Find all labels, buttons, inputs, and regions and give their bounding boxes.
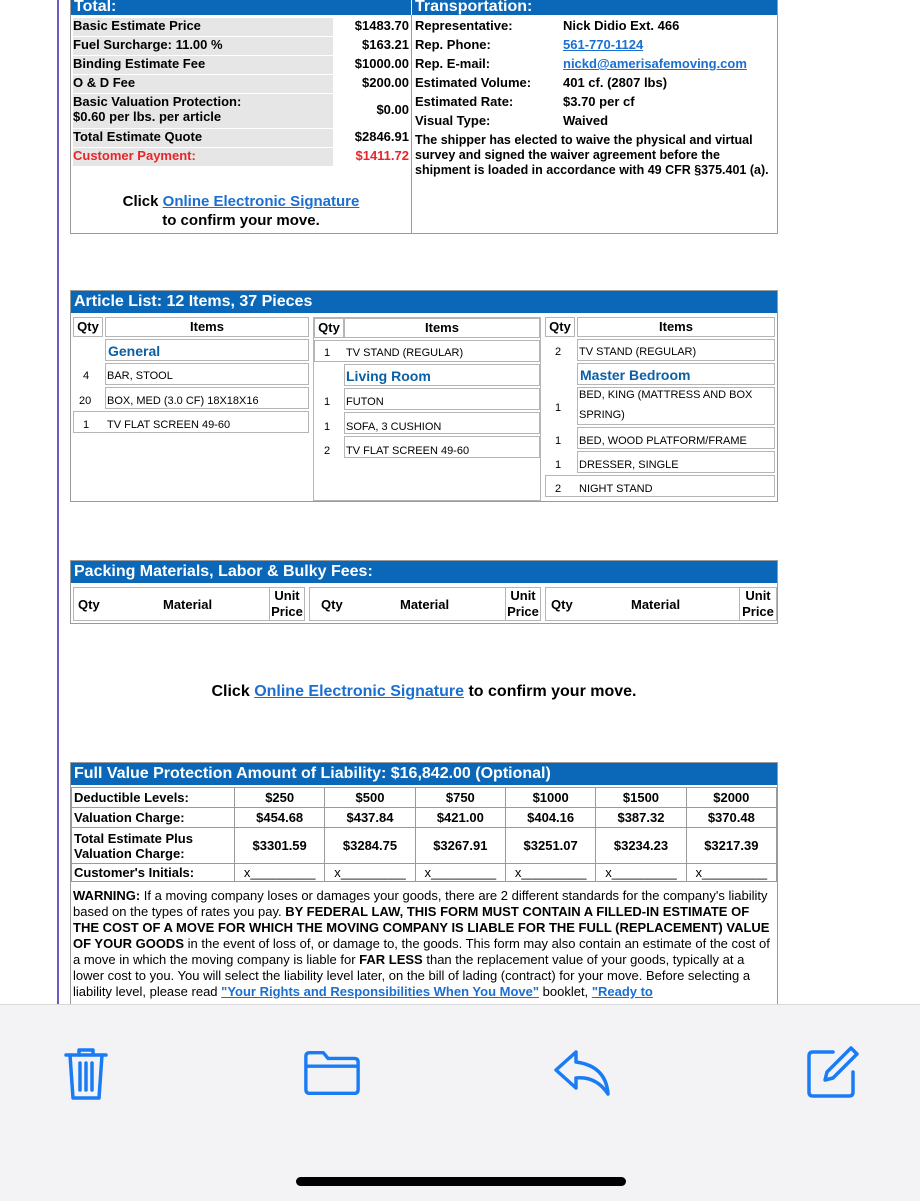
article-list-box bbox=[70, 290, 778, 502]
trash-icon bbox=[58, 1043, 114, 1103]
rights-booklet-link[interactable]: "Your Rights and Responsibilities When You Move" bbox=[221, 984, 540, 999]
reply-button[interactable] bbox=[552, 1043, 612, 1103]
initial-field[interactable]: x_________ bbox=[415, 864, 505, 882]
article-column-3: Qty Items 2 TV STAND (REGULAR) Master Bedroom 1 BED, KING (MATTRESS AND BOX SPRING) 1 BED, WOOD PLATFORM/FRAME 1 DRESSER, SINGLE 2 NIGHT STAND bbox=[545, 317, 777, 501]
signature-prompt-middle: Click Online Electronic Signature to confirm your move. bbox=[211, 683, 637, 700]
list-item: BOX, MED (3.0 CF) 18X18X16 bbox=[107, 395, 259, 407]
initial-field[interactable]: x_________ bbox=[235, 864, 325, 882]
valuation-row: Valuation Charge: $454.68 $437.84 $421.00 $404.16 $387.32 $370.48 bbox=[72, 808, 777, 828]
home-indicator bbox=[296, 1177, 626, 1186]
fvp-header: Full Value Protection Amount of Liability: $16,842.00 (Optional) bbox=[71, 763, 777, 785]
rep-email-link[interactable]: nickd@amerisafemoving.com bbox=[563, 56, 747, 71]
list-item: DRESSER, SINGLE bbox=[579, 459, 679, 471]
online-signature-link-2[interactable]: Online Electronic Signature bbox=[254, 683, 465, 700]
transport-header: Transportation: bbox=[411, 0, 777, 15]
page-margin-line bbox=[57, 0, 59, 1004]
fvp-table bbox=[71, 787, 777, 882]
estimate-summary-box: Total: Transportation: Basic Estimate Price $1483.70 Fuel Surcharge: 11.00 % $163.21 Binding Estimate Fee $1000.00 O & D Fee $200.00 Basic Valuation Protection: $0.60 per lbs. per article $0.00 Total Estimate Quote $2846.91 Customer Payment: $1411.72 Click Online Electronic Signature to confirm your move. Representative: Nick Didio Ext. 466 Rep. Phone: 561-770-1124 Rep. E-mail: nickd@amerisafemoving.com Estimated Volume: 401 cf. (2807 lbs) Estimated Rate: $3.70 per cf Visual Type: Waived The shipper has elected to waive the physical and virtual survey and signed the waiver agreement before the shipment is loaded in accordance with 49 CFR §375.401 (a). bbox=[70, 0, 778, 234]
online-signature-link[interactable]: Online Electronic Signature bbox=[162, 193, 360, 210]
list-item: TV FLAT SCREEN 49-60 bbox=[107, 419, 231, 431]
signature-prompt-top: Click Online Electronic Signature to confirm your move. bbox=[122, 193, 360, 229]
section-general: General bbox=[108, 343, 161, 359]
reply-icon bbox=[552, 1048, 612, 1098]
initials-row: Customer's Initials: x_________ x_________ x_________ x_________ x_________ x_________ bbox=[72, 864, 777, 882]
compose-icon bbox=[803, 1044, 861, 1102]
initial-field[interactable]: x_________ bbox=[596, 864, 686, 882]
rep-phone-link[interactable]: 561-770-1124 bbox=[563, 37, 644, 52]
list-item: NIGHT STAND bbox=[579, 483, 653, 495]
list-item: TV FLAT SCREEN 49-60 bbox=[346, 445, 470, 457]
warning-text: WARNING: If a moving company loses or damages your goods, there are 2 different standards for the company's liability based on the types of rates you pay. BY FEDERAL LAW, THIS FORM MUST CONTAIN A FILLED-IN ESTIMATE OF THE COST OF A MOVE FOR WHICH THE MOVING COMPANY IS LIABLE FOR THE FULL (REPLACEMENT) VALUE OF YOUR GOODS in the event of loss of, or damage to, the goods. This form may also contain an estimate of the cost of a move in which the moving company is liable for FAR LESS than the replacement value of your goods, typically at a lower cost to you. You will select the liability level later, on the bill of lading (contract) for your move. Before selecting a liability level, please read "Your Rights and Responsibilities When You Move" booklet, "Ready to bbox=[73, 888, 770, 999]
article-list-header: Article List: 12 Items, 37 Pieces bbox=[71, 291, 777, 313]
section-living-room: Living Room bbox=[346, 368, 431, 384]
section-master-bedroom: Master Bedroom bbox=[580, 367, 691, 383]
ready-to-move-link[interactable]: "Ready to bbox=[591, 984, 653, 999]
customer-payment-row: Customer Payment: $1411.72 bbox=[71, 148, 409, 166]
total-plus-row: Total Estimate Plus Valuation Charge: $3301.59 $3284.75 $3267.91 $3251.07 $3234.23 $3217.39 bbox=[72, 828, 777, 864]
deductible-row: Deductible Levels: $250 $500 $750 $1000 $1500 $2000 bbox=[72, 788, 777, 808]
mail-toolbar bbox=[0, 1004, 920, 1201]
waiver-note: The shipper has elected to waive the physical and virtual survey and signed the waiver agreement before the shipment is loaded in accordance with 49 CFR §375.401 (a). bbox=[415, 133, 769, 177]
initial-field[interactable]: x_________ bbox=[325, 864, 415, 882]
fuel-surcharge-row: Fuel Surcharge: 11.00 % $163.21 bbox=[71, 37, 409, 55]
binding-fee-row: Binding Estimate Fee $1000.00 bbox=[71, 56, 409, 74]
list-item: FUTON bbox=[346, 396, 384, 408]
article-column-1: Qty Items General 4 BAR, STOOL 20 BOX, MED (3.0 CF) 18X18X16 1 TV FLAT SCREEN 49-60 bbox=[73, 317, 309, 501]
compose-button[interactable] bbox=[802, 1043, 862, 1103]
list-item: TV STAND (REGULAR) bbox=[579, 346, 697, 358]
basic-estimate-row: Basic Estimate Price $1483.70 bbox=[71, 18, 409, 36]
total-header: Total: bbox=[71, 0, 411, 15]
list-item: BED, WOOD PLATFORM/FRAME bbox=[579, 435, 747, 447]
list-item: BAR, STOOL bbox=[107, 370, 173, 382]
initial-field[interactable]: x_________ bbox=[686, 864, 776, 882]
trash-button[interactable] bbox=[56, 1043, 116, 1103]
list-item: BED, KING (MATTRESS AND BOX bbox=[579, 389, 753, 401]
packing-box bbox=[70, 560, 778, 624]
list-item: SOFA, 3 CUSHION bbox=[346, 421, 442, 433]
total-quote-row: Total Estimate Quote $2846.91 bbox=[71, 129, 409, 147]
initial-field[interactable]: x_________ bbox=[505, 864, 595, 882]
column-divider bbox=[411, 15, 412, 233]
fvp-box bbox=[70, 762, 778, 1004]
valuation-protection-row: Basic Valuation Protection: $0.60 per lbs. per article $0.00 bbox=[71, 94, 409, 128]
folder-icon bbox=[302, 1048, 362, 1098]
article-column-2: Qty Items 1 TV STAND (REGULAR) Living Room 1 FUTON 1 SOFA, 3 CUSHION 2 TV FLAT SCREEN 49-60 bbox=[313, 317, 541, 501]
packing-header: Packing Materials, Labor & Bulky Fees: bbox=[71, 561, 777, 583]
move-to-folder-button[interactable] bbox=[302, 1043, 362, 1103]
packing-columns: Qty Material Unit Price Qty Material Unit Price Qty Material Unit Price bbox=[73, 587, 777, 621]
list-item: TV STAND (REGULAR) bbox=[346, 347, 464, 359]
od-fee-row: O & D Fee $200.00 bbox=[71, 75, 409, 93]
